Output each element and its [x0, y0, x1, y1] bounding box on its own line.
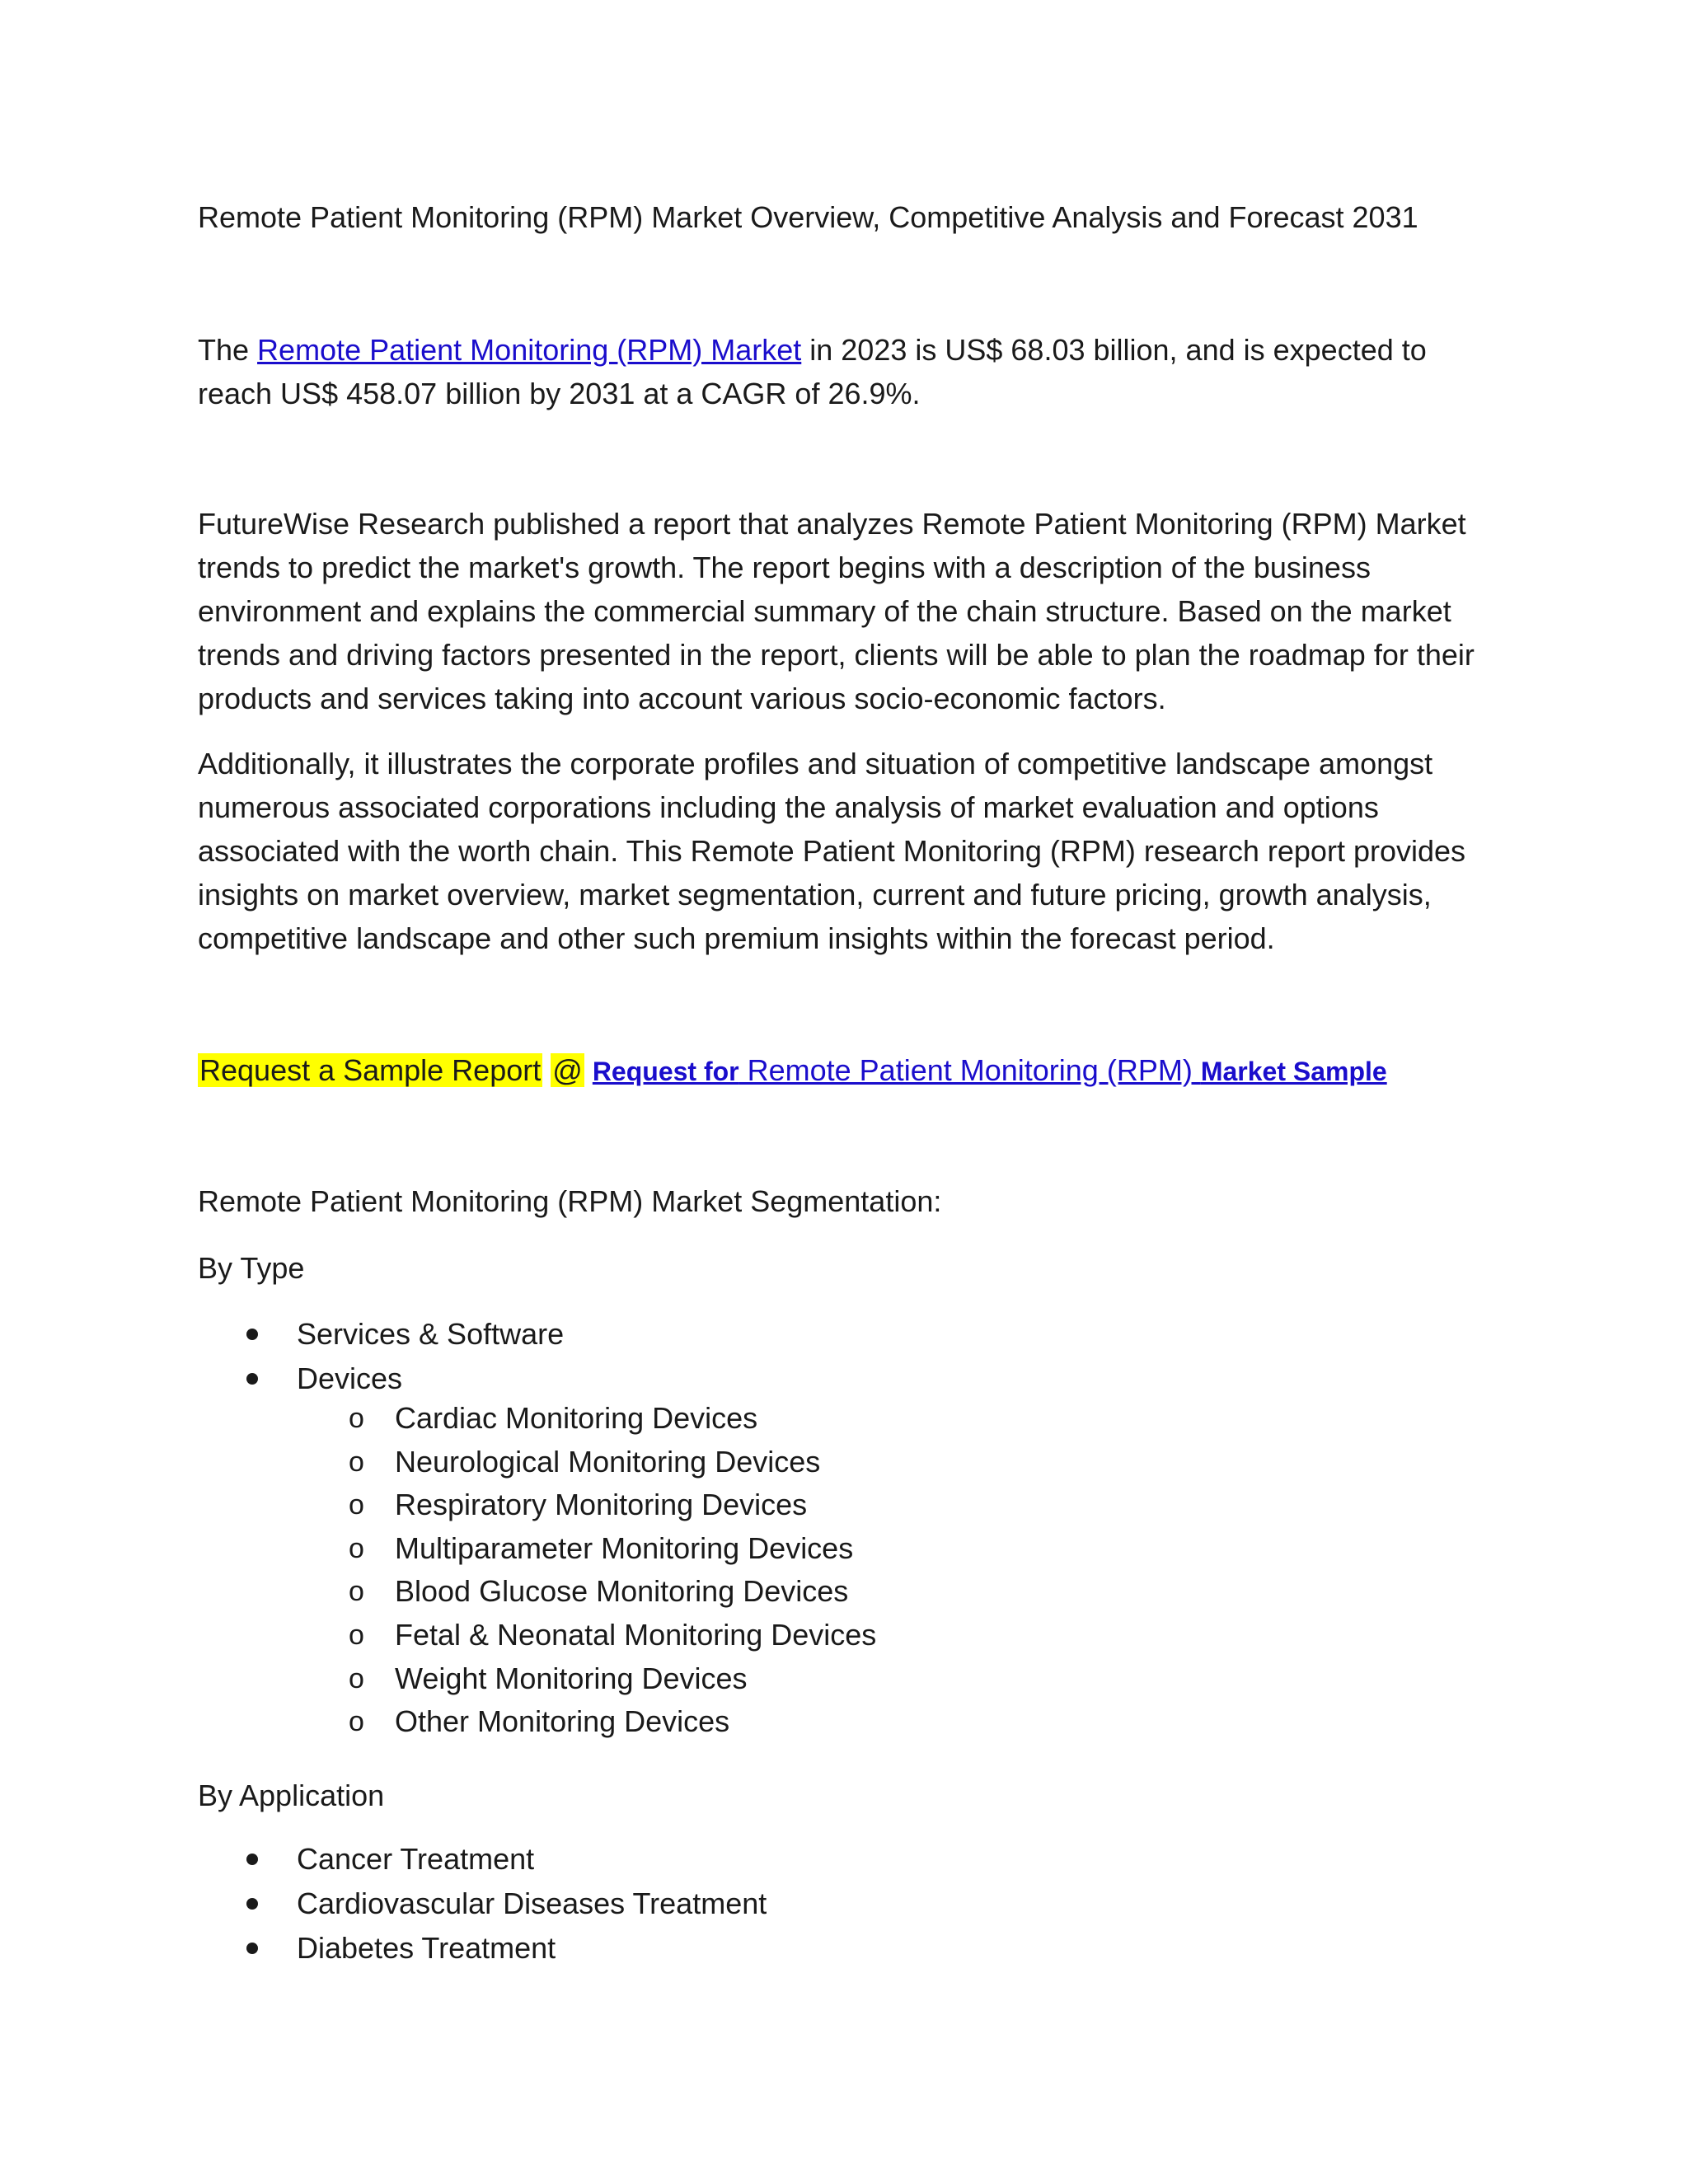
circle-bullet-icon: o: [349, 1403, 364, 1434]
sample-link-bold-start: Request for: [592, 1057, 739, 1086]
list-item-label: Diabetes Treatment: [297, 1931, 556, 1965]
circle-bullet-icon: o: [349, 1446, 364, 1478]
sample-request-line: [198, 1049, 1387, 1093]
list-item: [198, 1570, 876, 1614]
list-item-label: Other Monitoring Devices: [395, 1704, 730, 1739]
list-item: [198, 1483, 876, 1527]
bullet-icon: [246, 1898, 258, 1910]
circle-bullet-icon: o: [349, 1489, 364, 1521]
list-item: [198, 1837, 767, 1882]
list-item-label: Weight Monitoring Devices: [395, 1661, 748, 1695]
device-sublist: [198, 1397, 876, 1744]
bullet-icon: [246, 1373, 258, 1385]
report-insights-paragraph: Additionally, it illustrates the corporate profiles and situation of competitive landscape amongst numerous associated corporations including the analysis of market evaluation and options associated with the worth chain. This Remote Patient Monitoring (RPM) research report provides insights on market overview, market segmentation, current and future pricing, growth analysis, competitive landscape and other such premium insights within the forecast period.: [198, 747, 1466, 955]
report-description-paragraph: FutureWise Research published a report that analyzes Remote Patient Monitoring (RPM) Market trends to predict the market's growth. The report begins with a description of the business environment and explains the commercial summary of the chain structure. Based on the market trends and driving factors presented in the report, clients will be able to plan the roadmap for their products and services taking into account various socio-economic factors.: [198, 507, 1475, 715]
list-item: [198, 1312, 564, 1357]
list-item-label: Cardiovascular Diseases Treatment: [297, 1886, 767, 1920]
list-item-label: Cardiac Monitoring Devices: [395, 1401, 758, 1435]
sample-report-label: Request a Sample Report: [199, 1053, 542, 1087]
list-item-label: Fetal & Neonatal Monitoring Devices: [395, 1617, 877, 1652]
circle-bullet-icon: o: [349, 1706, 364, 1738]
list-item: [198, 1397, 876, 1441]
sample-request-link[interactable]: [593, 1053, 1387, 1087]
list-item-label: Multiparameter Monitoring Devices: [395, 1530, 854, 1565]
list-item: [198, 1700, 876, 1744]
list-item-label: Respiratory Monitoring Devices: [395, 1488, 808, 1522]
intro-paragraph: [198, 328, 1500, 415]
list-item-label: Services & Software: [297, 1317, 565, 1351]
circle-bullet-icon: o: [349, 1619, 364, 1651]
list-item-label: Devices: [297, 1361, 403, 1395]
list-item-label: Blood Glucose Monitoring Devices: [395, 1574, 849, 1609]
circle-bullet-icon: o: [349, 1662, 364, 1694]
sample-at-sign: @: [552, 1053, 583, 1087]
list-item: [198, 1657, 876, 1701]
list-item: [198, 1357, 564, 1401]
bullet-icon: [246, 1329, 258, 1340]
circle-bullet-icon: o: [349, 1532, 364, 1564]
list-item: [198, 1926, 767, 1971]
bullet-icon: [246, 1854, 258, 1865]
list-item-label: Neurological Monitoring Devices: [395, 1444, 821, 1479]
bullet-icon: [246, 1943, 258, 1954]
sample-link-middle: Remote Patient Monitoring (RPM): [738, 1053, 1201, 1087]
application-list: [198, 1837, 767, 1971]
list-item: [198, 1441, 876, 1484]
list-item: [198, 1527, 876, 1571]
document-title: Remote Patient Monitoring (RPM) Market Overview, Competitive Analysis and Forecast 2031: [198, 200, 1418, 234]
intro-prefix: The: [198, 333, 258, 367]
list-item: [198, 1614, 876, 1657]
type-list: [198, 1312, 564, 1401]
by-application-heading: By Application: [198, 1779, 385, 1812]
segmentation-heading: Remote Patient Monitoring (RPM) Market Segmentation:: [198, 1184, 942, 1218]
list-item-label: Cancer Treatment: [297, 1842, 535, 1876]
sample-link-bold-end: Market Sample: [1200, 1057, 1387, 1086]
intro-suffix: in 2023 is US$ 68.03 billion, and is expected to reach US$ 458.07 billion by 2031 at a CAGR of 26.9%.: [198, 333, 1427, 410]
by-type-heading: By Type: [198, 1251, 305, 1285]
market-report-link[interactable]: Remote Patient Monitoring (RPM) Market: [257, 333, 802, 367]
circle-bullet-icon: o: [349, 1576, 364, 1608]
list-item: [198, 1882, 767, 1926]
